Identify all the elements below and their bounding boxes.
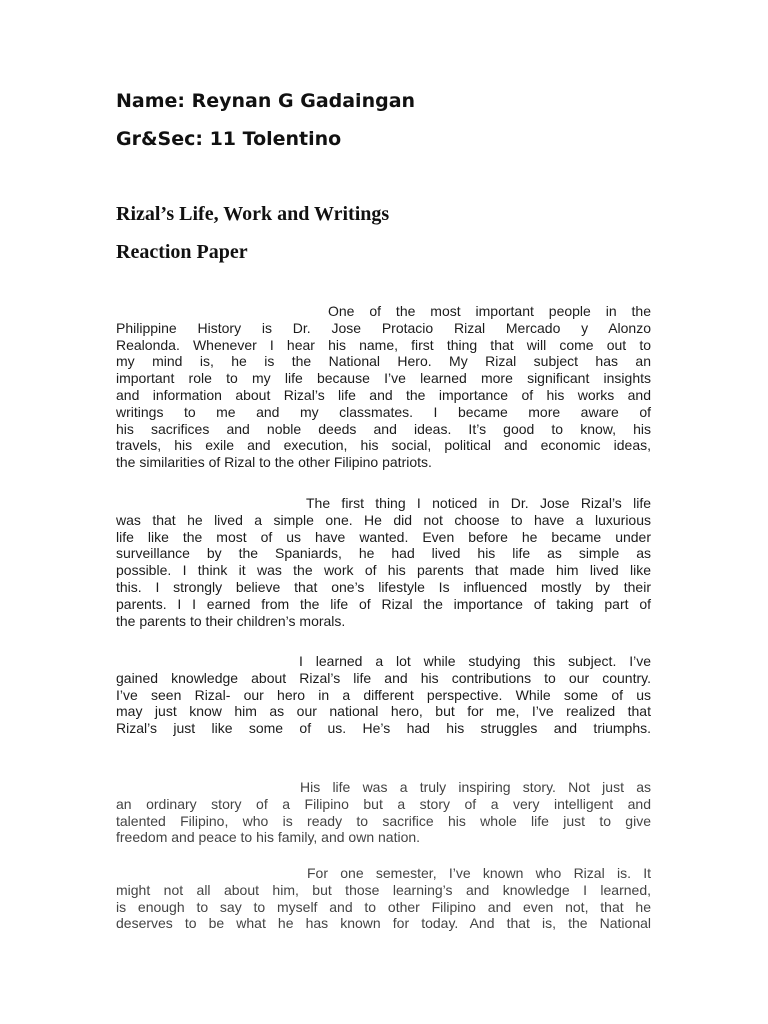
paragraph-line: is enough to say to myself and to other Filipino and even not, that he	[116, 898, 651, 915]
paragraph-line: His life was a truly inspiring story. Not just as	[300, 779, 651, 795]
grade-section: Gr&Sec: 11 Tolentino	[116, 128, 342, 150]
paragraph-5	[116, 865, 651, 932]
paragraph-line: was that he lived a simple one. He did not choose to have a luxurious	[116, 511, 651, 528]
paragraph-line: freedom and peace to his family, and own nation.	[116, 829, 421, 846]
paragraph-line: important role to my life because I’ve learned more significant insights	[116, 370, 651, 387]
paragraph-line: I’ve seen Rizal- our hero in a different perspective. While some of us	[116, 686, 651, 703]
paragraph-line: travels, his exile and execution, his social, political and economic ideas,	[116, 437, 651, 454]
paragraph-line: the parents to their children’s morals.	[116, 612, 346, 629]
paragraph-line: and information about Rizal’s life and the importance of his works and	[116, 386, 651, 403]
paragraph-line: deserves to be what he has known for today. And that is, the National	[116, 915, 651, 932]
paragraph-line: may just know him as our national hero, but for me, I’ve realized that	[116, 703, 651, 720]
document-subtitle: Reaction Paper	[116, 241, 248, 263]
paragraph-line: writings to me and my classmates. I became more aware of	[116, 403, 651, 420]
paragraph-line: my mind is, he is the National Hero. My Rizal subject has an	[116, 353, 651, 370]
paragraph-3	[116, 653, 651, 737]
paragraph-line: parents. I I earned from the life of Rizal the importance of taking part of	[116, 595, 651, 612]
paragraph-line: talented Filipino, who is ready to sacrifice his whole life just to give	[116, 812, 651, 829]
paragraph-line: surveillance by the Spaniards, he had lived his life as simple as	[116, 545, 651, 562]
paragraph-line: Rizal’s just like some of us. He’s had his struggles and triumphs.	[116, 720, 651, 737]
paragraph-line: possible. I think it was the work of his parents that made him lived like	[116, 562, 651, 579]
paragraph-line: For one semester, I’ve known who Rizal is. It	[307, 865, 651, 881]
paragraph-line: life like the most of us have wanted. Even before he became under	[116, 528, 651, 545]
document-title: Rizal’s Life, Work and Writings	[116, 203, 390, 225]
paragraph-line: The first thing I noticed in Dr. Jose Rizal’s life	[306, 495, 651, 511]
student-name: Name: Reynan G Gadaingan	[116, 90, 416, 112]
paragraph-line: might not all about him, but those learning’s and knowledge I learned,	[116, 881, 651, 898]
paragraph-line: Realonda. Whenever I hear his name, first thing that will come out to	[116, 336, 651, 353]
paragraph-1	[116, 303, 651, 471]
paragraph-line: this. I strongly believe that one’s lifestyle Is influenced mostly by their	[116, 578, 651, 595]
paragraph-line: I learned a lot while studying this subject. I’ve	[299, 653, 651, 669]
paragraph-2	[116, 495, 651, 629]
paragraph-line: the similarities of Rizal to the other Filipino patriots.	[116, 454, 432, 471]
paragraph-line: Philippine History is Dr. Jose Protacio Rizal Mercado y Alonzo	[116, 319, 651, 336]
paragraph-line: One of the most important people in the	[328, 303, 651, 319]
paragraph-line: his sacrifices and noble deeds and ideas. It’s good to know, his	[116, 420, 651, 437]
paragraph-line: an ordinary story of a Filipino but a story of a very intelligent and	[116, 795, 651, 812]
paragraph-line: gained knowledge about Rizal’s life and his contributions to our country.	[116, 669, 651, 686]
paragraph-4	[116, 779, 651, 846]
